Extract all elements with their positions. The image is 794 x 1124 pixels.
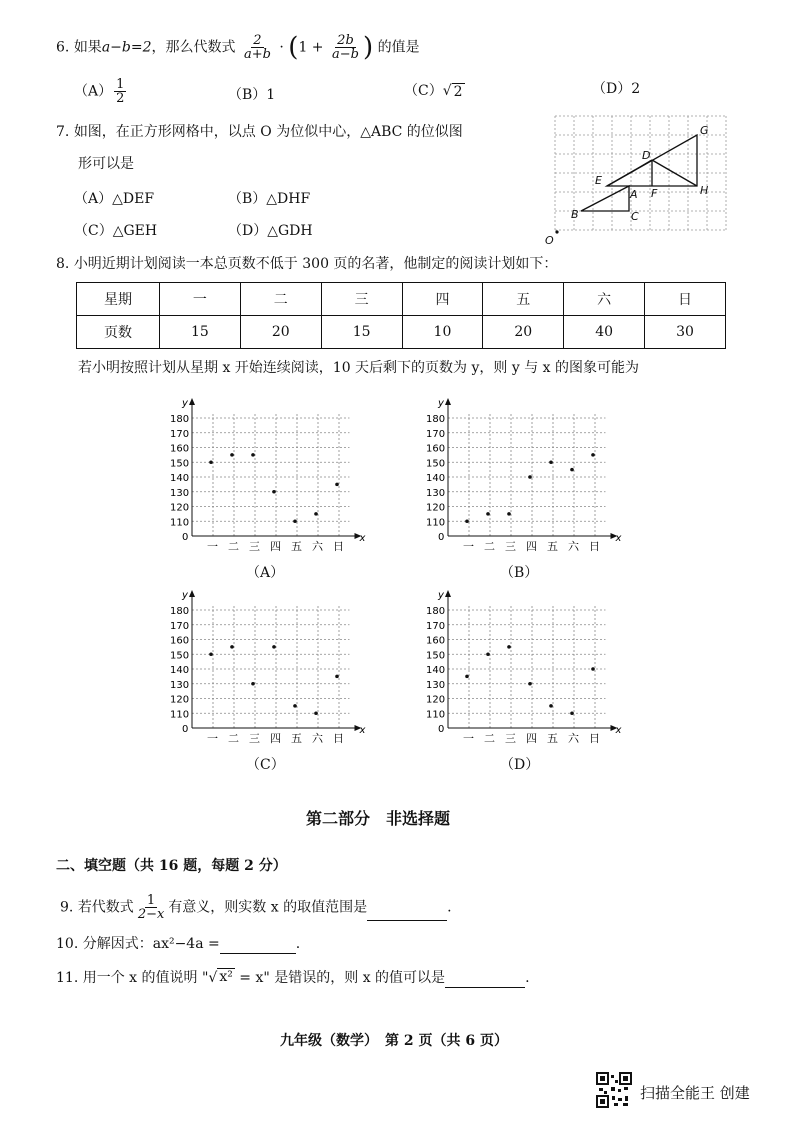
y-tick-label: 150	[426, 458, 446, 470]
origin-label: 0	[438, 724, 445, 735]
label-h: H	[700, 184, 709, 197]
q6-option-d[interactable]: （D）2	[592, 81, 641, 97]
y-tick-label: 110	[170, 517, 190, 529]
x-axis-label: x	[359, 533, 366, 544]
data-point	[314, 711, 318, 715]
page-footer: 九年级（数学） 第 2 页（共 6 页）	[280, 1033, 508, 1049]
x-tick-label: 三	[505, 540, 516, 553]
y-tick-label: 110	[426, 517, 446, 529]
segment-ed	[607, 160, 652, 186]
y-tick-label: 140	[170, 665, 190, 676]
data-point	[314, 512, 318, 516]
y-tick-label: 180	[170, 606, 190, 617]
data-point	[486, 652, 490, 656]
data-point	[335, 675, 339, 679]
data-point	[549, 460, 553, 464]
q7-stem-line2: 形可以是	[78, 156, 134, 172]
x-tick-label: 六	[568, 732, 579, 745]
reading-plan-table	[76, 282, 726, 349]
data-point	[549, 704, 553, 708]
chart-grid	[448, 606, 606, 728]
x-tick-label: 四	[270, 732, 281, 745]
data-point	[591, 453, 595, 457]
chart-c-label[interactable]: （C）	[246, 757, 285, 773]
table-row-weekday: 星期 一 二 三 四 五 六 日	[77, 283, 726, 316]
q6-fraction-1: $\frac{2}{a+b}$	[243, 33, 271, 62]
x-tick-label: 二	[484, 540, 495, 553]
data-point	[570, 468, 574, 472]
y-tick-label: 110	[426, 709, 446, 721]
label-g: G	[700, 124, 709, 137]
chart-grid	[448, 414, 606, 536]
origin-label: 0	[438, 532, 445, 543]
chart-d	[416, 588, 626, 748]
data-point	[465, 519, 469, 523]
scanner-watermark: 扫描全能王 创建	[640, 1084, 750, 1102]
data-point	[528, 475, 532, 479]
y-tick-label: 120	[170, 502, 190, 514]
x-tick-label: 日	[333, 540, 344, 553]
label-d: D	[642, 149, 651, 162]
data-point	[230, 645, 234, 649]
x-tick-label: 一	[463, 732, 474, 745]
chart-d-label[interactable]: （D）	[500, 757, 540, 773]
q8-stem: 8. 小明近期计划阅读一本总页数不低于 300 页的名著，他制定的阅读计划如下：	[56, 256, 558, 272]
y-tick-label: 160	[170, 635, 190, 647]
data-point	[209, 460, 213, 464]
y-tick-label: 170	[426, 620, 446, 632]
x-tick-label: 二	[228, 540, 239, 553]
y-tick-label: 140	[426, 473, 446, 484]
x-tick-label: 六	[312, 732, 323, 745]
q7-grid-figure	[545, 112, 745, 252]
data-point	[293, 704, 297, 708]
y-tick-label: 180	[426, 414, 446, 425]
q7-option-c[interactable]: （C）△GEH	[74, 223, 158, 239]
data-point	[465, 675, 469, 679]
triangle-abc	[581, 186, 629, 211]
x-tick-label: 五	[291, 732, 302, 745]
x-tick-label: 四	[526, 540, 537, 553]
data-point	[570, 711, 574, 715]
data-point	[335, 483, 339, 487]
data-point	[230, 453, 234, 457]
origin-label: 0	[182, 532, 189, 543]
data-point	[251, 453, 255, 457]
q10-answer-blank[interactable]	[220, 937, 296, 954]
y-tick-label: 180	[170, 414, 190, 425]
q6-stem: 6. 如果a−b=2，那么代数式 $\frac{2}{a+b}$ · (1 + $\frac{2b}{a-b}$ ) 的值是	[56, 32, 420, 63]
label-a: A	[630, 188, 638, 201]
x-tick-label: 二	[228, 732, 239, 745]
data-point	[591, 667, 595, 671]
x-axis-label: x	[359, 725, 366, 736]
y-tick-label: 170	[426, 428, 446, 440]
label-f: F	[651, 187, 658, 200]
x-tick-label: 日	[589, 540, 600, 553]
chart-b	[416, 396, 626, 556]
y-tick-label: 160	[170, 443, 190, 455]
x-axis-label: x	[615, 725, 622, 736]
label-e: E	[595, 174, 602, 187]
q6-option-b[interactable]: （B）1	[228, 87, 276, 103]
y-tick-label: 120	[170, 694, 190, 706]
q7-option-b[interactable]: （B）△DHF	[228, 191, 311, 207]
q8-question: 若小明按照计划从星期 x 开始连续阅读，10 天后剩下的页数为 y，则 y 与 x 的图象可能为	[78, 360, 640, 376]
label-o: O	[545, 234, 554, 247]
x-tick-label: 五	[547, 732, 558, 745]
q10: 10. 分解因式：ax²−4a = .	[56, 936, 301, 952]
q11: 11. 用一个 x 的值说明 " √ x² = x" 是错误的，则 x 的值可以是 .	[56, 969, 530, 986]
table-row-pages: 页数 15 20 15 10 20 40 30	[77, 316, 726, 349]
label-b: B	[571, 208, 579, 221]
q6-option-a[interactable]: （A） $\frac{1}{2}$	[74, 77, 125, 106]
y-tick-label: 130	[426, 679, 446, 691]
x-tick-label: 四	[526, 732, 537, 745]
part2-title: 第二部分 非选择题	[306, 809, 451, 828]
y-axis-arrow	[189, 398, 195, 405]
point-o	[555, 230, 558, 233]
x-tick-label: 五	[547, 540, 558, 553]
y-tick-label: 140	[170, 473, 190, 484]
data-point	[293, 519, 297, 523]
data-point	[486, 512, 490, 516]
y-tick-label: 130	[170, 679, 190, 691]
chart-b-label[interactable]: （B）	[500, 565, 539, 581]
data-point	[209, 652, 213, 656]
y-tick-label: 160	[426, 635, 446, 647]
q7-option-d[interactable]: （D）△GDH	[228, 223, 313, 239]
q11-answer-blank[interactable]	[445, 971, 525, 988]
y-axis-label: y	[182, 398, 188, 409]
segment-dh	[652, 160, 697, 186]
y-axis-arrow	[445, 590, 451, 597]
x-tick-label: 日	[333, 732, 344, 745]
q9: 9. 若代数式 $\frac{1}{2-x}$ 有意义，则实数 x 的取值范围是 .	[60, 893, 452, 922]
q6-number: 6.	[56, 39, 70, 56]
y-tick-label: 110	[170, 709, 190, 721]
x-tick-label: 三	[249, 732, 260, 745]
y-tick-label: 150	[170, 650, 190, 662]
x-tick-label: 六	[312, 540, 323, 553]
x-tick-label: 五	[291, 540, 302, 553]
x-tick-label: 一	[207, 540, 218, 553]
y-axis-label: y	[182, 590, 188, 601]
y-axis-arrow	[189, 590, 195, 597]
data-point	[507, 512, 511, 516]
table-head-pages: 页数	[77, 316, 160, 349]
data-point	[251, 682, 255, 686]
q6-fraction-2: $\frac{2b}{a-b}$	[331, 33, 359, 62]
q9-answer-blank[interactable]	[367, 904, 447, 921]
chart-grid	[192, 414, 350, 536]
y-tick-label: 130	[426, 487, 446, 499]
data-point	[272, 490, 276, 494]
x-tick-label: 一	[207, 732, 218, 745]
table-head-weekday: 星期	[77, 283, 160, 316]
y-axis-label: y	[438, 398, 444, 409]
y-tick-label: 130	[170, 487, 190, 499]
data-point	[507, 645, 511, 649]
x-tick-label: 三	[505, 732, 516, 745]
y-axis-label: y	[438, 590, 444, 601]
y-tick-label: 160	[426, 443, 446, 455]
x-tick-label: 日	[589, 732, 600, 745]
x-tick-label: 三	[249, 540, 260, 553]
y-tick-label: 170	[170, 428, 190, 440]
y-tick-label: 170	[170, 620, 190, 632]
qr-code-icon	[596, 1072, 632, 1108]
y-tick-label: 120	[426, 502, 446, 514]
y-axis-arrow	[445, 398, 451, 405]
chart-a	[160, 396, 370, 556]
origin-label: 0	[182, 724, 189, 735]
chart-grid	[192, 606, 350, 728]
y-tick-label: 150	[426, 650, 446, 662]
label-c: C	[631, 210, 639, 223]
y-tick-label: 180	[426, 606, 446, 617]
y-tick-label: 150	[170, 458, 190, 470]
y-tick-label: 120	[426, 694, 446, 706]
x-tick-label: 一	[463, 540, 474, 553]
chart-a-label[interactable]: （A）	[246, 565, 285, 581]
data-point	[272, 645, 276, 649]
x-tick-label: 六	[568, 540, 579, 553]
x-tick-label: 二	[484, 732, 495, 745]
y-tick-label: 140	[426, 665, 446, 676]
chart-c	[160, 588, 370, 748]
q6-option-c[interactable]: （C） √ 2	[404, 83, 463, 100]
q7-option-a[interactable]: （A）△DEF	[74, 191, 155, 207]
x-axis-label: x	[615, 533, 622, 544]
x-tick-label: 四	[270, 540, 281, 553]
q7-stem-line1: 7. 如图，在正方形网格中，以点 O 为位似中心，△ABC 的位似图	[56, 124, 463, 140]
data-point	[528, 682, 532, 686]
section-fill-blank: 二、填空题（共 16 题，每题 2 分）	[56, 858, 287, 874]
